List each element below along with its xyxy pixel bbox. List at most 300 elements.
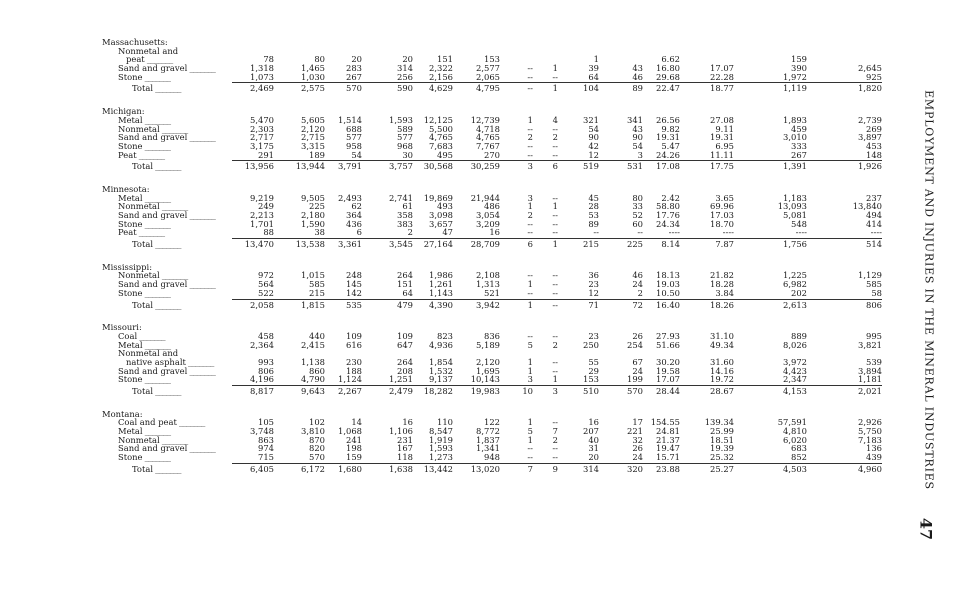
table-cell: 1,273 (429, 452, 453, 463)
row-label: Sand and gravel _______ (118, 210, 216, 220)
table-cell: 23 (588, 330, 599, 341)
table-cell: 341 (627, 114, 643, 125)
table-cell: -- (527, 83, 533, 94)
table-cell: 6,405 (250, 463, 274, 474)
table-cell: 333 (791, 140, 807, 151)
table-cell: 453 (866, 140, 882, 151)
table-cell: 270 (484, 149, 500, 160)
table-cell: 4,790 (301, 374, 325, 385)
table-cell: 198 (346, 443, 362, 454)
table-cell: 494 (866, 210, 882, 220)
table-cell: 6,172 (301, 463, 325, 474)
table-cell: 5,081 (783, 210, 807, 220)
table-cell: -- (527, 71, 533, 82)
table-cell: 24 (632, 365, 643, 376)
table-cell: 577 (397, 132, 413, 143)
table-cell: 14 (351, 417, 362, 428)
table-cell: 36 (588, 270, 599, 281)
leader-dots: _______ (153, 299, 181, 310)
table-cell: 237 (866, 192, 882, 203)
table-cell: 267 (791, 149, 807, 160)
table-cell: 1,129 (858, 270, 882, 281)
table-cell: 2,493 (338, 192, 362, 203)
row-label: native asphalt _______ (126, 356, 214, 367)
row-label: Nonmetal _______ (118, 434, 188, 445)
table-cell: 19.31 (710, 132, 734, 143)
table-cell: -- (552, 149, 558, 160)
table-cell: 17.03 (710, 210, 734, 220)
table-cell: 314 (583, 463, 599, 474)
table-cell: 24 (632, 279, 643, 290)
leader-dots: _______ (153, 161, 181, 172)
table-cell: 9,219 (250, 192, 274, 203)
table-cell: 493 (437, 201, 453, 212)
table-cell: 142 (346, 287, 362, 298)
table-cell: 31.10 (710, 330, 734, 341)
leader-dots: _______ (185, 356, 214, 367)
table-cell: 925 (866, 71, 882, 82)
table-cell: 8,547 (429, 426, 453, 437)
table-cell: 1,926 (858, 161, 882, 172)
table-cell: 88 (263, 227, 274, 238)
table-cell: 13,538 (295, 239, 325, 250)
table-cell: 948 (484, 452, 500, 463)
table-cell: 1,106 (389, 426, 413, 437)
table-cell: 154.55 (650, 417, 680, 428)
table-cell: 2,065 (476, 71, 500, 82)
table-cell: 39 (588, 63, 599, 74)
table-cell: 1 (552, 239, 558, 250)
table-cell: 6,020 (783, 434, 807, 445)
table-cell: 24.26 (656, 149, 680, 160)
leader-dots: _______ (142, 71, 171, 82)
table-cell: 215 (309, 287, 325, 298)
table-cell: 968 (397, 140, 413, 151)
row-label: Coal and peat _______ (118, 417, 205, 428)
table-cell: 390 (791, 63, 807, 74)
table-cell: 23 (588, 279, 599, 290)
row-label: Minnesota: (102, 183, 150, 194)
table-cell: -- (552, 279, 558, 290)
table-cell: 863 (258, 434, 274, 445)
row-label: Stone _______ (118, 71, 171, 82)
table-cell: 51.66 (656, 339, 680, 350)
table-cell: 43 (632, 63, 643, 74)
row-label: Metal _______ (118, 114, 171, 125)
table-cell: 570 (346, 83, 362, 94)
table-cell: 1,756 (783, 239, 807, 250)
table-cell: 28.67 (710, 386, 734, 396)
table-cell: 12,739 (470, 114, 500, 125)
table-cell: -- (552, 443, 558, 454)
table-cell: 21.37 (656, 434, 680, 445)
table-cell: 993 (258, 356, 274, 367)
table-cell: -- (552, 123, 558, 134)
table-cell: 32 (632, 434, 643, 445)
table-cell: 4,196 (250, 374, 274, 385)
total-row (102, 240, 882, 249)
table-cell: 3,657 (429, 218, 453, 229)
table-cell: 248 (346, 270, 362, 281)
table-cell: 2,613 (783, 299, 807, 310)
table-cell: 104 (583, 83, 599, 94)
row-label: Total _______ (132, 463, 181, 474)
table-cell: 136 (866, 443, 882, 454)
table-cell: 564 (258, 279, 274, 290)
table-cell: 590 (397, 83, 413, 94)
table-cell: 16 (588, 417, 599, 428)
table-cell: 4,765 (429, 132, 453, 143)
table-cell: 4,936 (429, 339, 453, 350)
table-cell: 249 (258, 201, 274, 212)
section-gap (102, 99, 882, 107)
table-cell: 570 (309, 452, 325, 463)
table-cell: 1,124 (338, 374, 362, 385)
table-cell: 241 (346, 434, 362, 445)
table-cell: 8,817 (250, 386, 274, 396)
table-cell: 519 (583, 161, 599, 172)
table-cell: 45 (588, 192, 599, 203)
table-cell: 4,503 (783, 463, 807, 474)
section-gap (102, 255, 882, 263)
table-cell: -- (552, 270, 558, 281)
leader-dots: _______ (142, 287, 171, 298)
table-cell: 122 (484, 417, 500, 428)
table-row (102, 228, 882, 237)
row-label: Metal _______ (118, 339, 171, 350)
table-cell: 3,757 (389, 161, 413, 172)
table-cell: 2,469 (250, 83, 274, 94)
row-label: Total _______ (132, 161, 181, 172)
table-cell: 5 (527, 426, 533, 437)
table-cell: -- (527, 140, 533, 151)
table-cell: 11.11 (710, 149, 734, 160)
table-cell: 2,156 (429, 71, 453, 82)
table-cell: 3,972 (783, 356, 807, 367)
table-cell: 13,442 (423, 463, 453, 474)
leader-dots: _______ (176, 417, 205, 428)
table-cell: 78 (263, 54, 274, 65)
table-cell: 4 (552, 114, 558, 125)
table-cell: 2,415 (301, 339, 325, 350)
table-cell: 2,479 (389, 386, 413, 396)
leader-dots: _______ (187, 210, 216, 220)
table-cell: 25.27 (710, 463, 734, 474)
table-cell: 13,944 (295, 161, 325, 172)
table-cell: 495 (437, 149, 453, 160)
table-cell: 1 (527, 114, 533, 125)
table-cell: 486 (484, 201, 500, 212)
table-cell: 264 (397, 270, 413, 281)
table-cell: 24 (632, 452, 643, 463)
leader-dots: _______ (136, 149, 165, 160)
row-label: Mississippi: (102, 261, 153, 272)
table-cell: 5,470 (250, 114, 274, 125)
table-cell: 414 (866, 218, 882, 229)
table-cell: 2,303 (250, 123, 274, 134)
table-cell: -- (552, 356, 558, 367)
table-cell: 616 (346, 339, 362, 350)
table-cell: 16 (489, 227, 500, 238)
page-number (912, 516, 940, 542)
table-cell: 364 (346, 210, 362, 220)
table-cell: 3,942 (476, 299, 500, 310)
table-cell: 27,164 (423, 239, 453, 250)
table-cell: 28,709 (470, 239, 500, 250)
table-cell: -- (527, 227, 533, 238)
table-cell: 1,073 (250, 71, 274, 82)
table-cell: 17 (632, 417, 643, 428)
table-cell: 10.50 (656, 287, 680, 298)
table-cell: 13,020 (470, 463, 500, 474)
table-cell: 688 (346, 123, 362, 134)
row-label: Missouri: (102, 322, 142, 333)
table-cell: 208 (397, 365, 413, 376)
table-cell: 1,251 (389, 374, 413, 385)
table-cell: 1 (527, 279, 533, 290)
table-cell: 3,361 (338, 239, 362, 250)
table-cell: 153 (484, 54, 500, 65)
row-label: peat _______ (126, 54, 173, 65)
table-cell: -- (527, 330, 533, 341)
table-cell: 1,181 (858, 374, 882, 385)
table-cell: 145 (346, 279, 362, 290)
table-cell: -- (527, 218, 533, 229)
table-cell: 7.87 (715, 239, 734, 250)
table-cell: 52 (632, 210, 643, 220)
table-cell: 314 (397, 63, 413, 74)
table-cell: 4,390 (429, 299, 453, 310)
table-cell: 18,282 (423, 386, 453, 396)
table-cell: 3,810 (301, 426, 325, 437)
table-cell: 836 (484, 330, 500, 341)
table-cell: 2,120 (301, 123, 325, 134)
table-cell: 4,153 (783, 386, 807, 396)
table-cell: 33 (632, 201, 643, 212)
table-cell: 2 (552, 339, 558, 350)
table-cell: 58 (871, 287, 882, 298)
table-cell: 8.14 (661, 239, 680, 250)
table-cell: 159 (346, 452, 362, 463)
table-cell: 54 (588, 123, 599, 134)
table-cell: 22.47 (656, 83, 680, 94)
table-cell: 17.76 (656, 210, 680, 220)
table-cell: 19,869 (423, 192, 453, 203)
row-label: Total _______ (132, 299, 181, 310)
table-cell: -- (637, 227, 643, 238)
table-cell: 820 (309, 443, 325, 454)
table-cell: 2 (407, 227, 413, 238)
table-cell: 459 (791, 123, 807, 134)
table-cell: 5,750 (858, 426, 882, 437)
table-cell: 19.39 (710, 443, 734, 454)
table-cell: -- (552, 299, 558, 310)
row-label: Stone _______ (118, 452, 171, 463)
table-cell: 13,840 (852, 201, 882, 212)
leader-dots: _______ (153, 386, 181, 396)
table-cell: 535 (346, 299, 362, 310)
table-cell: 18.77 (710, 83, 734, 94)
table-cell: 53 (588, 210, 599, 220)
row-label: Total _______ (132, 386, 181, 396)
table-cell: 647 (397, 339, 413, 350)
table-cell: 4,423 (783, 365, 807, 376)
row-label: Nonmetal _______ (118, 270, 188, 281)
table-cell: 67 (632, 356, 643, 367)
table-cell: 5,189 (476, 339, 500, 350)
table-cell: 7,183 (858, 434, 882, 445)
running-head (921, 90, 937, 490)
table-cell: 514 (866, 239, 882, 250)
row-label: Sand and gravel _______ (118, 279, 216, 290)
table-cell: 860 (309, 365, 325, 376)
table-cell: 1,183 (783, 192, 807, 203)
table-cell: 31 (588, 443, 599, 454)
leader-dots: _______ (142, 114, 171, 125)
table-row (102, 341, 882, 350)
table-cell: 3 (552, 386, 558, 396)
table-cell: 3.84 (715, 287, 734, 298)
table-cell: -- (527, 270, 533, 281)
table-cell: 46 (632, 71, 643, 82)
table-cell: -- (527, 149, 533, 160)
table-cell: 3,098 (429, 210, 453, 220)
table-cell: 9,643 (301, 386, 325, 396)
leader-dots: _______ (187, 279, 216, 290)
table-cell: 1 (527, 417, 533, 428)
table-cell: 3 (527, 192, 533, 203)
table-cell: 267 (346, 71, 362, 82)
table-cell: 439 (866, 452, 882, 463)
table-cell: 806 (866, 299, 882, 310)
table-cell: 215 (583, 239, 599, 250)
table-cell: 1,837 (476, 434, 500, 445)
table-row (102, 375, 882, 384)
row-label: Total _______ (132, 83, 181, 94)
table-cell: 972 (258, 270, 274, 281)
table-cell: 3 (637, 149, 643, 160)
table-cell: 2,108 (476, 270, 500, 281)
table-cell: -- (527, 452, 533, 463)
table-cell: 2,347 (783, 374, 807, 385)
table-cell: 440 (309, 330, 325, 341)
table-cell: 4,718 (476, 123, 500, 134)
table-cell: 60 (632, 218, 643, 229)
table-cell: 110 (437, 417, 453, 428)
row-label: Peat _______ (118, 227, 165, 238)
table-cell: 30.20 (656, 356, 680, 367)
table-cell: 17.08 (656, 161, 680, 172)
table-cell: -- (552, 210, 558, 220)
table-cell: -- (552, 71, 558, 82)
table-cell: 30 (402, 149, 413, 160)
table-cell: 89 (588, 218, 599, 229)
row-label: Sand and gravel _______ (118, 365, 216, 376)
row-label: Metal _______ (118, 426, 171, 437)
table-cell: 870 (309, 434, 325, 445)
table-cell: 358 (397, 210, 413, 220)
table-cell: 6,982 (783, 279, 807, 290)
table-cell: -- (552, 140, 558, 151)
table-cell: 13,093 (777, 201, 807, 212)
table-cell: 1,143 (429, 287, 453, 298)
table-cell: 1 (552, 201, 558, 212)
table-cell: 1,514 (338, 114, 362, 125)
table-cell: 3,748 (250, 426, 274, 437)
leader-dots: _______ (159, 434, 188, 445)
table-cell: 3,054 (476, 210, 500, 220)
leader-dots: _______ (136, 227, 165, 238)
table-cell: 31.60 (710, 356, 734, 367)
table-cell: 9,505 (301, 192, 325, 203)
row-label: Sand and gravel _______ (118, 132, 216, 143)
table-cell: 6.95 (715, 140, 734, 151)
table-cell: 109 (346, 330, 362, 341)
table-cell: 1,893 (783, 114, 807, 125)
table-cell: 18.28 (710, 279, 734, 290)
table-cell: 1,318 (250, 63, 274, 74)
table-cell: 5,500 (429, 123, 453, 134)
table-cell: 2,926 (858, 417, 882, 428)
table-cell: 283 (346, 63, 362, 74)
table-cell: 17.07 (710, 63, 734, 74)
table-cell: 69.96 (710, 201, 734, 212)
total-row (102, 301, 882, 310)
table-cell: 1 (527, 201, 533, 212)
table-cell: 225 (309, 201, 325, 212)
leader-dots: _______ (144, 54, 173, 65)
leader-dots: _______ (142, 426, 171, 437)
table-cell: 2 (527, 210, 533, 220)
table-cell: 291 (258, 149, 274, 160)
table-cell: 12 (588, 287, 599, 298)
table-cell: 9,137 (429, 374, 453, 385)
table-cell: -- (527, 123, 533, 134)
table-cell: 12 (588, 149, 599, 160)
table-cell: -- (552, 287, 558, 298)
table-cell: 90 (588, 132, 599, 143)
table-cell: 27.08 (710, 114, 734, 125)
table-cell: -- (527, 443, 533, 454)
table-cell: 16 (402, 417, 413, 428)
table-cell: 148 (866, 149, 882, 160)
table-cell: 7,767 (476, 140, 500, 151)
table-cell: 3 (527, 161, 533, 172)
table-cell: 167 (397, 443, 413, 454)
table-cell: 1,815 (301, 299, 325, 310)
row-label: Total _______ (132, 239, 181, 250)
table-cell: 3,791 (338, 161, 362, 172)
table-cell: 71 (588, 299, 599, 310)
table-cell: 1,986 (429, 270, 453, 281)
state-heading (102, 38, 882, 47)
table-cell: 26.56 (656, 114, 680, 125)
table-cell: 40 (588, 434, 599, 445)
table-cell: 889 (791, 330, 807, 341)
table-cell: 2,645 (858, 63, 882, 74)
table-cell: 89 (632, 83, 643, 94)
table-cell: 269 (866, 123, 882, 134)
table-cell: 38 (314, 227, 325, 238)
table-cell: -- (527, 287, 533, 298)
table-cell: 19.58 (656, 365, 680, 376)
table-cell: 1,820 (858, 83, 882, 94)
table-cell: 1,030 (301, 71, 325, 82)
table-cell: 4,765 (476, 132, 500, 143)
table-cell: 13,470 (244, 239, 274, 250)
table-cell: 13,956 (244, 161, 274, 172)
table-cell: 3,821 (858, 339, 882, 350)
